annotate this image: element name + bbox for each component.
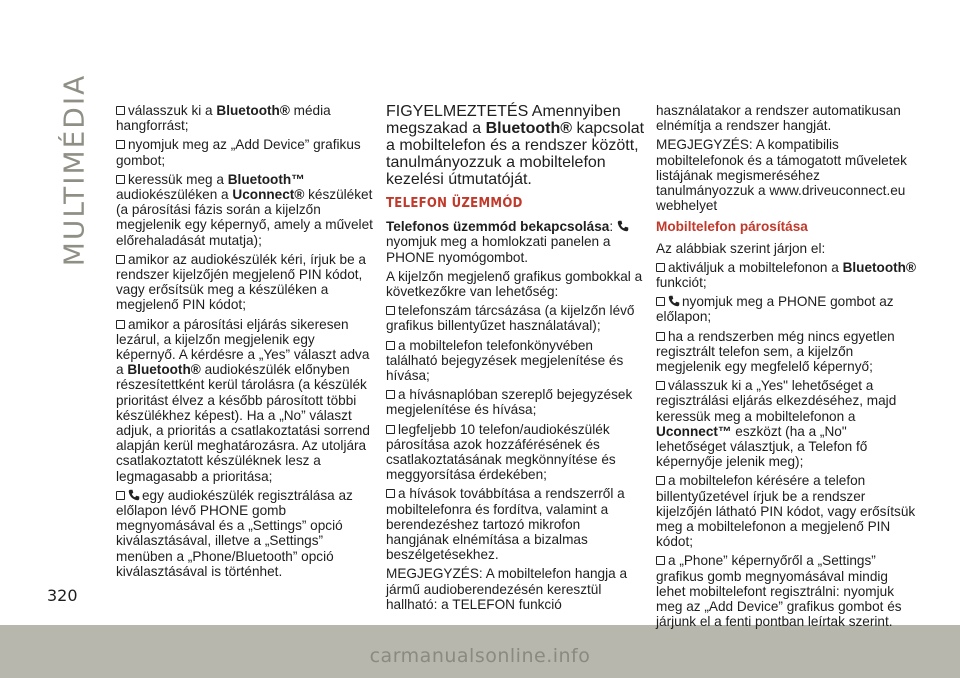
list-item: [116, 252, 376, 313]
checkbox-bullet-icon: [656, 297, 665, 306]
list-item: [116, 103, 376, 133]
list-item: [386, 387, 646, 417]
checkbox-bullet-icon: [116, 491, 125, 500]
list-item: [116, 317, 376, 484]
checkbox-bullet-icon: [116, 140, 125, 149]
list-item-text: a hívásnaplóban szereplő bejegyzések megjelenítése és hívása;: [386, 387, 633, 418]
checkbox-bullet-icon: [116, 320, 125, 329]
list-item-text: aktiváljuk a mobiltelefonon a Bluetooth® funkciót;: [656, 259, 917, 291]
checkbox-bullet-icon: [656, 263, 665, 272]
list-item: [656, 378, 918, 469]
checkbox-bullet-icon: [116, 175, 125, 184]
checkbox-bullet-icon: [116, 255, 125, 264]
checkbox-bullet-icon: [656, 556, 665, 565]
list-item: [116, 488, 376, 579]
list-item-text: a mobiltelefon telefonkönyvében található bejegyzések megjelenítése és hívása;: [386, 337, 624, 384]
list-item-text: válasszuk ki a „Yes" lehetőséget a regisztrálási eljárás elkezdéséhez, majd keressük meg a mobiltelefonon a Uconnect™ eszközt (ha a „No" lehetőséget választjuk, a Telefon fő képernyője jelenik meg);: [656, 378, 897, 470]
phone-icon: [128, 489, 140, 501]
list-item: [656, 473, 918, 549]
phone-icon: [668, 295, 680, 307]
section-side-label-text: MULTIMÉDIA: [57, 73, 91, 267]
list-item-text: keressük meg a Bluetooth™ audiokészüléken a Uconnect® készüléket (a párosítási fázis során a kijelzőn megjelenik egy képernyő, amely a művelet előrehaladását mutatja);: [116, 171, 373, 248]
checkbox-bullet-icon: [386, 390, 395, 399]
list-item: [656, 294, 918, 324]
note-paragraph: MEGJEGYZÉS: A kompatibilis mobiltelefonok és a támogatott műveletek listájának megismeréséhez tanulmányozzuk a www.driveuconnect.eu webhelyet: [656, 137, 907, 214]
checkbox-bullet-icon: [386, 425, 395, 434]
list-item: [386, 338, 646, 384]
list-item-text: telefonszám tárcsázása (a kijelzőn lévő grafikus billentyűzet használatával);: [386, 303, 635, 334]
checkbox-bullet-icon: [116, 106, 125, 115]
warning-text: FIGYELMEZTETÉS Amennyiben megszakad a Bluetooth® kapcsolat a mobiltelefon és a rendszer között, tanulmányozzuk a mobiltelefon kezelési útmutatóját.: [386, 103, 645, 188]
list-item: [116, 137, 376, 167]
list-item-text: legfeljebb 10 telefon/audiokészülék párosítása azok hozzáférésének és csatlakoztatásának megkönnyítése és meggyorsítása érdekében;: [386, 421, 616, 483]
intro-text: nyomjuk meg a homlokzati panelen a PHONE nyomógombot.: [386, 234, 611, 265]
list-item: [386, 486, 646, 562]
list-item: [656, 260, 918, 290]
phone-icon: [617, 220, 629, 232]
top-bar: [0, 0, 960, 47]
checkbox-bullet-icon: [656, 332, 665, 341]
list-item-text: nyomjuk meg a PHONE gombot az előlapon;: [656, 294, 894, 325]
list-item-text: a hívások továbbítása a rendszerről a mobiltelefonra és fordítva, valamint a berendezéshez tartozó mikrofon hangjának elnémítása a bizalmas beszélgetésekhez.: [386, 486, 625, 563]
colon: :: [609, 219, 614, 235]
checkbox-bullet-icon: [656, 476, 665, 485]
list-item-text: a „Phone” képernyőről a „Settings” grafikus gomb megnyomásával mindig lehet mobiltelefont regisztrálni: nyomjuk meg az „Add Device” grafikus gombot és járjunk el a fenti pontban leírtak szerint.: [656, 553, 902, 630]
list-item-text: amikor a párosítási eljárás sikeresen lezárul, a kijelzőn megjelenik egy képernyő. A kérdésre a „Yes” választ adva a Bluetooth® audiokészülék előnyben részesítettként kerül tárolásra (a készülék prioritást élvez a később párosított többi készülékhez képest). Ha a „No” választ adjuk, a prioritás a csatlakoztatási sorrend alapján kerül meghatározásra. Az utoljára csatlakoztatott készüléknek lesz a legmagasabb a prioritása;: [116, 316, 370, 484]
section-side-label: [56, 73, 92, 267]
list-item: [656, 329, 918, 375]
text-column-3: [656, 103, 918, 634]
list-item-text: egy audiokészülék regisztrálása az előlapon lévő PHONE gomb megnyomásával és a „Settings” opció kiválasztásával, illetve a „Settings” menüben a „Phone/Bluetooth” opció kiválasztásával is történhet.: [116, 487, 353, 579]
section-heading: TELEFON ÜZEMMÓD: [386, 196, 523, 211]
text-column-2: [386, 103, 646, 616]
list-item-text: a mobiltelefon kérésére a telefon billentyűzetével írjuk be a rendszer kijelzőjén látható PIN kódot, vagy erősítsük meg a mobiltelefonon a megjelenő PIN kódot;: [656, 473, 916, 550]
intro-text: Az alábbiak szerint járjon el:: [656, 240, 826, 256]
paragraph: A kijelzőn megjelenő grafikus gombokkal a következőkre van lehetőség:: [386, 268, 643, 300]
list-item-text: nyomjuk meg az „Add Device” grafikus gombot;: [116, 137, 361, 168]
page-number: 320: [47, 586, 78, 605]
text-column-1: [116, 103, 376, 583]
note-paragraph: MEGJEGYZÉS: A mobiltelefon hangja a jármű audioberendezésén keresztül hallható: a TELEFON funkció: [386, 566, 628, 612]
watermark-text: carmanualsonline.info: [369, 645, 591, 667]
checkbox-bullet-icon: [386, 489, 395, 498]
list-item: [656, 553, 918, 629]
paragraph: használatakor a rendszer automatikusan elnémítja a rendszer hangját.: [656, 103, 901, 134]
list-item: [386, 422, 646, 483]
list-item: [116, 172, 376, 248]
subheading: Mobiltelefon párosítása: [656, 219, 808, 235]
list-item-text: ha a rendszerben még nincs egyetlen regisztrált telefon sem, a kijelzőn megjelenik egy megfelelő képernyő;: [656, 328, 895, 375]
checkbox-bullet-icon: [386, 341, 395, 350]
checkbox-bullet-icon: [656, 381, 665, 390]
list-item-text: amikor az audiokészülék kéri, írjuk be a rendszer kijelzőjén megjelenő PIN kódot, vagy erősítsük meg a készüléken a megjelenő PIN kódot;: [116, 251, 366, 313]
checkbox-bullet-icon: [386, 306, 395, 315]
subheading-paragraph: [386, 219, 646, 265]
list-item: [386, 303, 646, 333]
subheading: Telefonos üzemmód bekapcsolása: [386, 219, 610, 235]
list-item-text: válasszuk ki a Bluetooth® média hangforrást;: [116, 103, 331, 134]
